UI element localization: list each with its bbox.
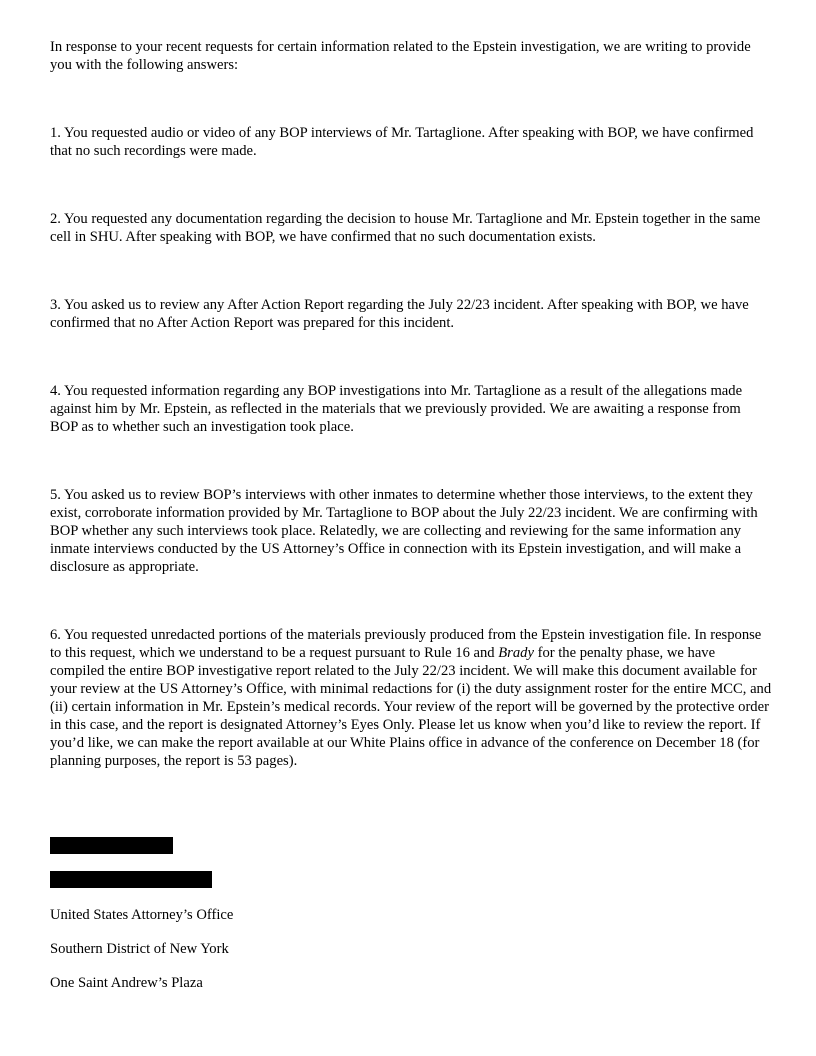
item-1-paragraph: 1. You requested audio or video of any BOP interviews of Mr. Tartaglione. After speaking with BOP, we have confirmed that no such recordings were made. <box>50 125 754 159</box>
redacted-signer-title <box>50 871 212 888</box>
item-3-paragraph: 3. You asked us to review any After Action Report regarding the July 22/23 incident. After speaking with BOP, we have confirmed that no After Action Report was prepared for this incident. <box>50 297 749 331</box>
item-2-paragraph: 2. You requested any documentation regarding the decision to house Mr. Tartaglione and Mr. Epstein together in the same cell in SHU. After speaking with BOP, we have confirmed that no such documentation exists. <box>50 211 761 245</box>
item-6-italic-term: Brady <box>498 645 534 661</box>
signature-district: Southern District of New York <box>50 941 229 957</box>
signature-office: United States Attorney’s Office <box>50 907 234 923</box>
item-5-paragraph: 5. You asked us to review BOP’s interviews with other inmates to determine whether those interviews, to the extent they exist, corroborate information provided by Mr. Tartaglione to BOP about the July 22/23 incident. We are confirming with BOP whether any such interviews took place. Relatedly, we are collecting and reviewing for the same information any inmate interviews conducted by the US Attorney’s Office in connection with its Epstein investigation, and will make a disclosure as appropriate. <box>50 487 758 575</box>
intro-paragraph: In response to your recent requests for certain information related to the Epstein investigation, we are writing to provide you with the following answers: <box>50 39 751 73</box>
signature-address: One Saint Andrew’s Plaza <box>50 975 203 991</box>
redacted-signer-name <box>50 837 173 854</box>
item-6-text-after: for the penalty phase, we have compiled the entire BOP investigative report related to the July 22/23 incident. We will make this document available for your review at the US Attorney’s Office, with minimal redactions for (i) the duty assignment roster for the entire MCC, and (ii) certain information in Mr. Epstein’s medical records. Your review of the report will be governed by the protective order in this case, and the report is designated Attorney’s Eyes Only. Please let us know when you’d like to review the report. If you’d like, we can make the report available at our White Plains office in advance of the conference on December 18 (for planning purposes, the report is 53 pages). <box>50 645 772 769</box>
item-4-paragraph: 4. You requested information regarding any BOP investigations into Mr. Tartaglione as a result of the allegations made against him by Mr. Epstein, as reflected in the materials that we previously provided. We are awaiting a response from BOP as to whether such an investigation took place. <box>50 383 743 435</box>
item-6-text-before: 6. You requested unredacted portions of the materials previously produced from the Epstein investigation file. In response to this request, which we understand to be a request pursuant to Rule 16 and <box>50 627 762 661</box>
item-6-paragraph <box>50 626 772 770</box>
